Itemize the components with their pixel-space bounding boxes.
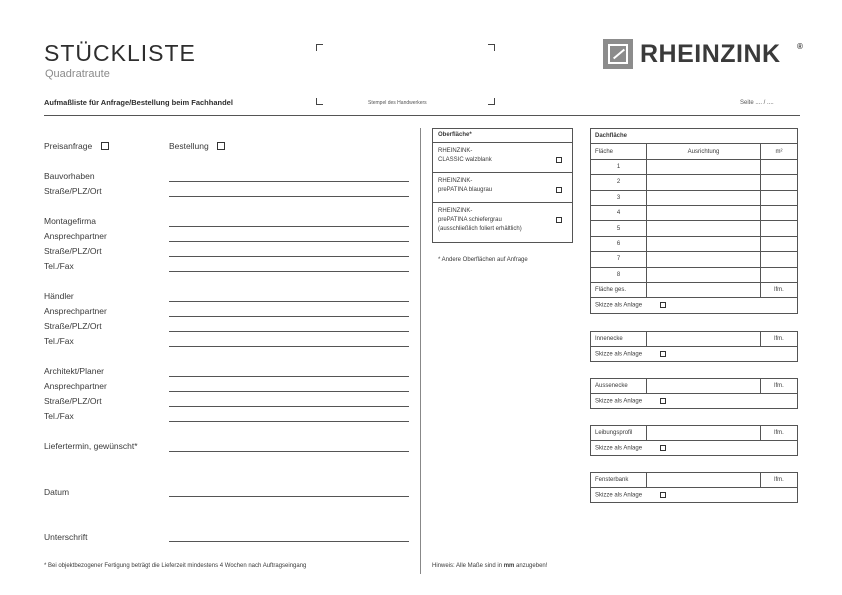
logo-text: RHEINZINK [640,40,781,68]
fensterbank-value-cell[interactable] [647,473,761,488]
fensterbank-skizze-row [591,488,798,503]
column-divider [420,128,421,574]
innenecke-table [590,331,798,362]
ausrichtung-cell[interactable] [647,267,761,282]
innenecke-skizze-checkbox[interactable] [660,351,666,357]
header-divider [44,115,800,116]
bauvorhaben-label: Bauvorhaben [44,171,95,181]
skizze-label: Skizze als Anlage [595,445,643,452]
haendler-ansprechpartner-input-line[interactable] [169,316,409,317]
dachflaeche-table [590,128,798,314]
montagefirma-telfax-label: Tel./Fax [44,261,74,271]
table-row [591,159,798,174]
montagefirma-strasse-label: Straße/PLZ/Ort [44,246,102,256]
stamp-corner-bottom-right [488,98,495,105]
row-number: 8 [591,267,647,282]
haendler-label: Händler [44,291,74,301]
flaeche-ges-label: Fläche ges. [591,282,647,297]
col-m2: m² [761,144,798,159]
flaeche-ges-cell[interactable] [647,282,761,297]
fensterbank-table [590,472,798,503]
prepatina-schiefergrau-checkbox[interactable] [556,217,562,223]
table-row [591,205,798,220]
ausrichtung-cell[interactable] [647,252,761,267]
row-number: 2 [591,175,647,190]
fensterbank-skizze-checkbox[interactable] [660,492,666,498]
rheinzink-logo-icon [603,39,633,69]
haendler-strasse-label: Straße/PLZ/Ort [44,321,102,331]
m2-cell[interactable] [761,236,798,251]
skizze-label: Skizze als Anlage [595,398,643,405]
prepatina-blaugrau-checkbox[interactable] [556,187,562,193]
bauvorhaben-input-line[interactable] [169,181,409,182]
architekt-ansprechpartner-label: Ansprechpartner [44,381,107,391]
fensterbank-unit: lfm. [761,473,798,488]
montagefirma-strasse-input-line[interactable] [169,256,409,257]
ausrichtung-cell[interactable] [647,159,761,174]
architekt-strasse-label: Straße/PLZ/Ort [44,396,102,406]
col-flaeche: Fläche [591,144,647,159]
m2-cell[interactable] [761,159,798,174]
classic-walzblank-checkbox[interactable] [556,157,562,163]
stamp-corner-bottom-left [316,98,323,105]
dachflaeche-header: Dachfläche [591,129,798,144]
m2-cell[interactable] [761,175,798,190]
hinweis-text-end: anzugeben! [514,563,548,569]
bestellung-option [169,141,225,151]
architekt-telfax-label: Tel./Fax [44,411,74,421]
montagefirma-telfax-input-line[interactable] [169,271,409,272]
table-row [591,221,798,236]
option-line: CLASSIC walzblank [438,157,492,163]
montagefirma-ansprechpartner-label: Ansprechpartner [44,231,107,241]
m2-cell[interactable] [761,190,798,205]
oberflaeche-option-blaugrau [433,173,572,203]
liefertermin-label: Liefertermin, gewünscht* [44,441,138,451]
m2-cell[interactable] [761,221,798,236]
table-row [591,252,798,267]
hinweis-unit: mm [503,563,515,569]
fensterbank-label: Fensterbank [591,473,647,488]
col-ausrichtung: Ausrichtung [647,144,761,159]
row-number: 3 [591,190,647,205]
datum-label: Datum [44,487,70,497]
option-line: RHEINZINK- [438,148,473,154]
page-title: STÜCKLISTE [44,40,196,66]
table-row [591,236,798,251]
ausrichtung-cell[interactable] [647,175,761,190]
innenecke-unit: lfm. [761,332,798,347]
preisanfrage-checkbox[interactable] [101,142,109,150]
unterschrift-label: Unterschrift [44,532,88,542]
leibungsprofil-table [590,425,798,456]
leibungsprofil-skizze-checkbox[interactable] [660,445,666,451]
dachflaeche-skizze-checkbox[interactable] [660,302,666,308]
architekt-label: Architekt/Planer [44,366,104,376]
m2-cell[interactable] [761,205,798,220]
ausrichtung-cell[interactable] [647,236,761,251]
architekt-input-line[interactable] [169,376,409,377]
form-subheading: Aufmaßliste für Anfrage/Bestellung beim Fachhandel [44,98,233,107]
montagefirma-ansprechpartner-input-line[interactable] [169,241,409,242]
haendler-telfax-label: Tel./Fax [44,336,74,346]
bestellung-checkbox[interactable] [217,142,225,150]
row-number: 1 [591,159,647,174]
preisanfrage-option [44,141,109,151]
leibungsprofil-value-cell[interactable] [647,426,761,441]
haendler-strasse-input-line[interactable] [169,331,409,332]
bestellung-label: Bestellung [169,141,209,151]
stamp-corner-top-left [316,44,323,51]
footer-hinweis [432,563,547,569]
row-number: 6 [591,236,647,251]
architekt-telfax-input-line[interactable] [169,421,409,422]
leibungsprofil-skizze-row [591,441,798,456]
table-row [591,175,798,190]
footer-lieferzeit-note: * Bei objektbezogener Fertigung beträgt die Lieferzeit mindestens 4 Wochen nach Auftragseingang [44,563,307,569]
innenecke-label: Innenecke [591,332,647,347]
stamp-corner-top-right [488,44,495,51]
row-number: 5 [591,221,647,236]
page-subtitle: Quadratraute [45,68,110,80]
preisanfrage-label: Preisanfrage [44,141,93,151]
m2-cell[interactable] [761,267,798,282]
table-row [591,190,798,205]
oberflaeche-option-classic [433,143,572,173]
skizze-label: Skizze als Anlage [595,302,643,309]
logo-registered-mark: ® [797,42,803,51]
unterschrift-input-line[interactable] [169,541,409,542]
skizze-label: Skizze als Anlage [595,351,643,358]
option-line: (ausschließlich foliert erhältlich) [438,226,522,232]
ausrichtung-cell[interactable] [647,221,761,236]
option-line: RHEINZINK- [438,178,473,184]
aussenecke-unit: lfm. [761,379,798,394]
aussenecke-skizze-row [591,394,798,409]
skizze-label: Skizze als Anlage [595,492,643,499]
ausrichtung-cell[interactable] [647,205,761,220]
oberflaeche-note: * Andere Oberflächen auf Anfrage [438,257,528,263]
option-line: prePATINA blaugrau [438,187,493,193]
architekt-strasse-input-line[interactable] [169,406,409,407]
aussenecke-skizze-checkbox[interactable] [660,398,666,404]
leibungsprofil-unit: lfm. [761,426,798,441]
liefertermin-input-line[interactable] [169,451,409,452]
aussenecke-table [590,378,798,409]
montagefirma-label: Montagefirma [44,216,96,226]
aussenecke-label: Aussenecke [591,379,647,394]
page-number-label: Seite .... / .... [740,100,774,106]
datum-input-line[interactable] [169,496,409,497]
ausrichtung-cell[interactable] [647,190,761,205]
oberflaeche-header: Oberfläche* [433,129,572,143]
montagefirma-input-line[interactable] [169,226,409,227]
hinweis-text: Hinweis: Alle Maße sind in [432,563,504,569]
architekt-ansprechpartner-input-line[interactable] [169,391,409,392]
option-line: RHEINZINK- [438,208,473,214]
haendler-ansprechpartner-label: Ansprechpartner [44,306,107,316]
row-number: 7 [591,252,647,267]
leibungsprofil-label: Leibungsprofil [591,426,647,441]
haendler-telfax-input-line[interactable] [169,346,409,347]
dachflaeche-skizze-row [591,298,798,313]
flaeche-ges-unit: lfm. [761,282,798,297]
aussenecke-value-cell[interactable] [647,379,761,394]
haendler-input-line[interactable] [169,301,409,302]
bauvorhaben-strasse-input-line[interactable] [169,196,409,197]
row-number: 4 [591,205,647,220]
m2-cell[interactable] [761,252,798,267]
option-line: prePATINA schiefergrau [438,217,502,223]
oberflaeche-option-schiefergrau [433,203,572,242]
oberflaeche-box [432,128,573,243]
innenecke-value-cell[interactable] [647,332,761,347]
bauvorhaben-strasse-label: Straße/PLZ/Ort [44,186,102,196]
innenecke-skizze-row [591,347,798,362]
stamp-label: Stempel des Handwerkers [368,100,427,106]
table-row [591,267,798,282]
